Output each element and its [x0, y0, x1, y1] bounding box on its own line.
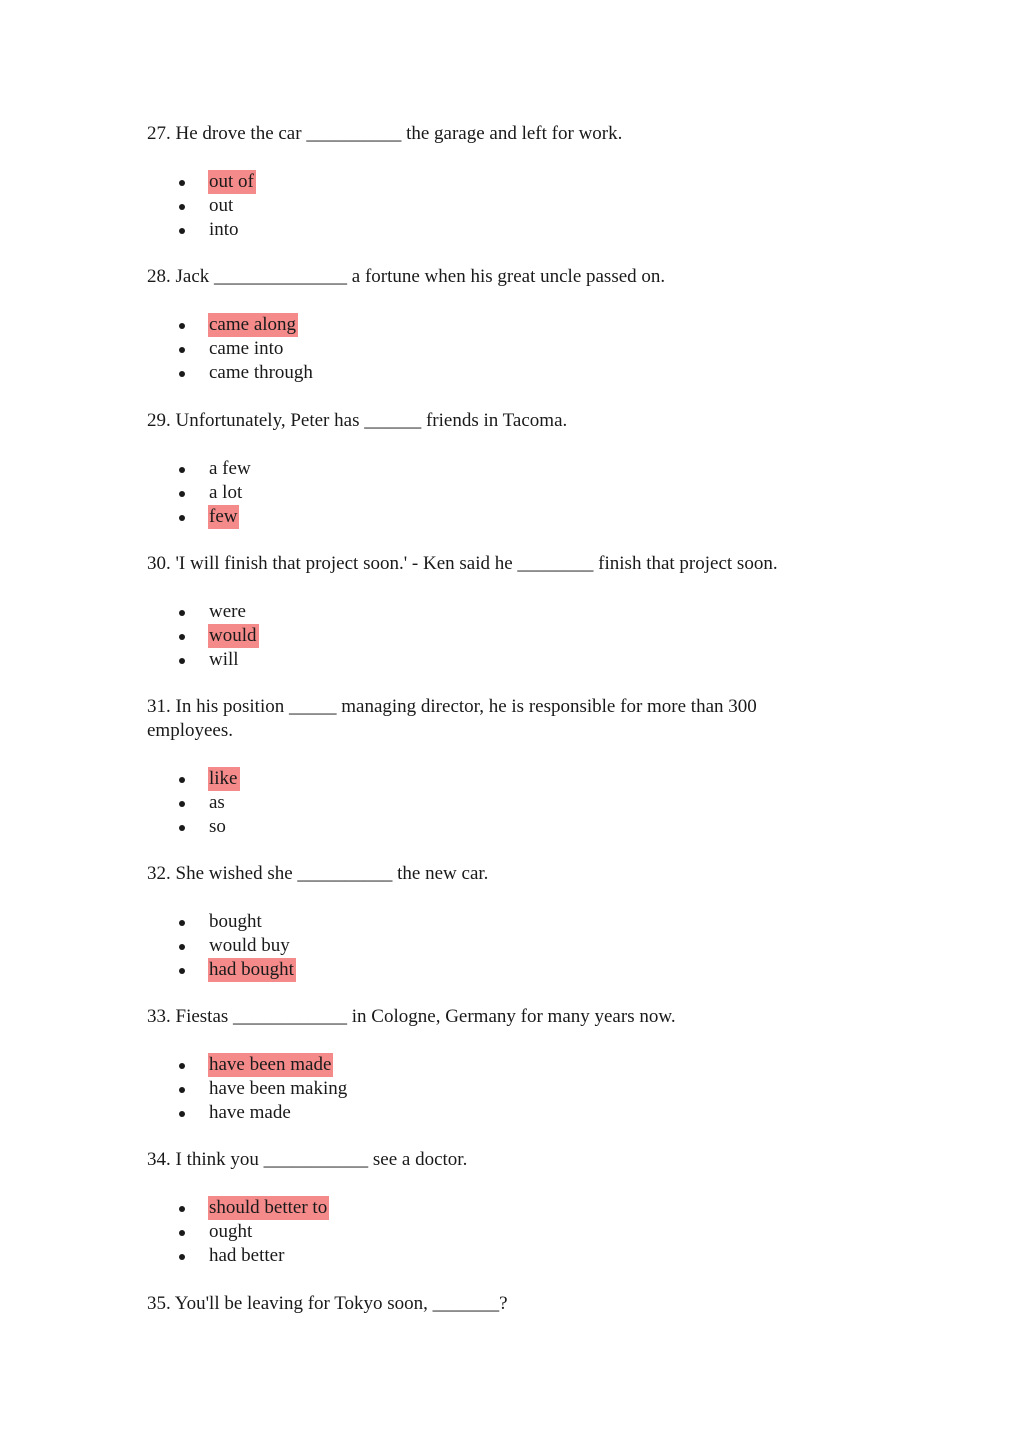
- answer-option: [0, 815, 400, 839]
- answer-option: [0, 600, 400, 624]
- answer-option-highlighted: came along: [209, 314, 297, 335]
- answer-option-highlighted: like: [209, 768, 238, 789]
- bullet-icon: [179, 1206, 185, 1212]
- answer-option-text: out: [209, 195, 234, 216]
- bullet-icon: [179, 801, 185, 807]
- answer-option: [0, 1196, 400, 1220]
- answer-option: [0, 910, 400, 934]
- question-text: 29. Unfortunately, Peter has ______ friends in Tacoma.: [147, 410, 568, 431]
- answer-options: [0, 1053, 400, 1125]
- answer-option-text: came into: [209, 338, 284, 359]
- bullet-icon: [179, 968, 185, 974]
- bullet-icon: [179, 1254, 185, 1260]
- answer-options: [0, 313, 400, 385]
- bullet-icon: [179, 1087, 185, 1093]
- question-text: 34. I think you ___________ see a doctor.: [147, 1149, 468, 1170]
- answer-option: [0, 457, 400, 481]
- bullet-icon: [179, 777, 185, 783]
- bullet-icon: [179, 1230, 185, 1236]
- question-text: 32. She wished she __________ the new car.: [147, 863, 489, 884]
- bullet-icon: [179, 371, 185, 377]
- answer-option-text: a few: [209, 458, 251, 479]
- answer-option: [0, 1077, 400, 1101]
- answer-options: [0, 170, 400, 242]
- bullet-icon: [179, 204, 185, 210]
- question-text: 28. Jack ______________ a fortune when his great uncle passed on.: [147, 266, 666, 287]
- answer-options: [0, 457, 400, 529]
- answer-option-highlighted: should better to: [209, 1197, 328, 1218]
- answer-option: [0, 1053, 400, 1077]
- answer-option: [0, 1244, 400, 1268]
- answer-option-highlighted: few: [209, 506, 238, 527]
- answer-option-text: a lot: [209, 482, 243, 503]
- bullet-icon: [179, 658, 185, 664]
- question-text: 31. In his position _____ managing director, he is responsible for more than 300 employees.: [147, 696, 757, 741]
- question-text: 35. You'll be leaving for Tokyo soon, _______?: [147, 1293, 508, 1314]
- answer-option-highlighted: had bought: [209, 959, 294, 980]
- answer-option: [0, 194, 400, 218]
- answer-option-text: have been making: [209, 1078, 348, 1099]
- answer-option: [0, 218, 400, 242]
- answer-option: [0, 934, 400, 958]
- answer-option-text: were: [209, 601, 246, 622]
- bullet-icon: [179, 1111, 185, 1117]
- answer-option: [0, 337, 400, 361]
- bullet-icon: [179, 944, 185, 950]
- answer-option-text: ought: [209, 1221, 253, 1242]
- question-text: 27. He drove the car __________ the garage and left for work.: [147, 123, 623, 144]
- answer-options: [0, 910, 400, 982]
- answer-option: [0, 624, 400, 648]
- answer-option-text: have made: [209, 1102, 291, 1123]
- bullet-icon: [179, 634, 185, 640]
- answer-option-text: so: [209, 816, 226, 837]
- question-text: 33. Fiestas ____________ in Cologne, Germany for many years now.: [147, 1006, 676, 1027]
- answer-options: [0, 1196, 400, 1268]
- answer-options: [0, 767, 400, 839]
- answer-option-text: into: [209, 219, 239, 240]
- answer-option: [0, 767, 400, 791]
- answer-option: [0, 1101, 400, 1125]
- bullet-icon: [179, 610, 185, 616]
- answer-options: [0, 600, 400, 672]
- answer-option-text: bought: [209, 911, 262, 932]
- answer-option: [0, 170, 400, 194]
- answer-option-text: as: [209, 792, 225, 813]
- bullet-icon: [179, 491, 185, 497]
- bullet-icon: [179, 920, 185, 926]
- answer-option: [0, 361, 400, 385]
- answer-option: [0, 313, 400, 337]
- bullet-icon: [179, 515, 185, 521]
- answer-option-highlighted: have been made: [209, 1054, 332, 1075]
- question-text: 30. 'I will finish that project soon.' - Ken said he ________ finish that project soon.: [147, 553, 778, 574]
- answer-option-highlighted: out of: [209, 171, 254, 192]
- answer-option-text: will: [209, 649, 239, 670]
- bullet-icon: [179, 467, 185, 473]
- bullet-icon: [179, 228, 185, 234]
- answer-option: [0, 505, 400, 529]
- answer-option: [0, 1220, 400, 1244]
- answer-option-highlighted: would: [209, 625, 257, 646]
- bullet-icon: [179, 180, 185, 186]
- bullet-icon: [179, 1063, 185, 1069]
- bullet-icon: [179, 825, 185, 831]
- answer-option: [0, 481, 400, 505]
- answer-option-text: had better: [209, 1245, 285, 1266]
- bullet-icon: [179, 323, 185, 329]
- answer-option: [0, 648, 400, 672]
- answer-option: [0, 958, 400, 982]
- answer-option-text: would buy: [209, 935, 290, 956]
- answer-option: [0, 791, 400, 815]
- answer-option-text: came through: [209, 362, 313, 383]
- bullet-icon: [179, 347, 185, 353]
